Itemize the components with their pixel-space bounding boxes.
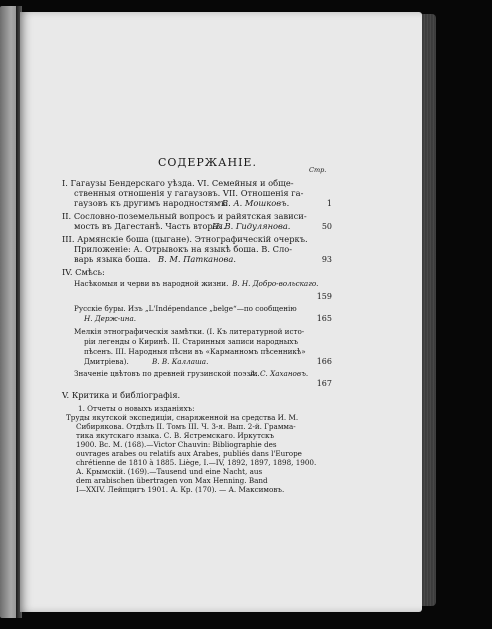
toc-entry-line: Мелкія этнографическія замѣтки. (I. Къ литературной исто- [74,327,305,336]
bibliography-line: dem arabischen übertragen von Max Henning. Band [76,476,268,485]
toc-entry-author: В. В. Каллаша. [152,357,209,366]
bibliography-line: Труды якутской экспедиціи, снаряженной на средства И. М. [66,413,299,422]
toc-entry-line: ріи легенды о Киринѣ. II. Старинныя записи народныхъ [84,337,299,346]
toc-page-number: 93 [321,255,332,264]
toc-entry-line: Значеніе цвѣтовъ по древней грузинской поэзіи. [74,369,260,378]
toc-entry-line: гаузовъ къ другимъ народностямъ. [74,198,229,208]
toc-entry-line: пѣсенъ. III. Народныя пѣсни въ «Карманномъ пѣсенникѣ» [84,347,306,356]
page-stack-edge [420,14,436,606]
toc-page-number: 167 [316,379,332,388]
toc-entry-author: В. М. Патканова. [158,254,236,264]
toc-entry-line: Насѣкомыя и черви въ народной жизни. [74,279,229,288]
toc-entry-line: III. Армянскіе боша (цыгане). Этнографическій очеркъ. [62,234,308,244]
toc-entry-line: II. Сословно-поземельный вопросъ и райятская зависи- [62,211,307,221]
toc-section-heading: V. Критика и библіографія. [62,390,181,400]
toc-entry-line: ственныя отношенія у гагаузовъ. VII. Отношенія га- [74,188,304,198]
toc-entry-author: В. А. Мошковъ. [222,198,290,208]
bibliography-heading: 1. Отчеты о новыхъ изданіяхъ: [78,404,195,413]
toc-entry-author: П. В. Гидулянова. [212,221,291,231]
page-column-header: Стр. [309,166,327,174]
bibliography-line: ouvrages arabes ou relatifs aux Arabes, publiés dans l'Europe [76,449,302,458]
toc-page-number: 165 [316,314,332,323]
toc-page-number: 50 [321,222,332,231]
toc-entry-line: варь языка боша. [74,254,151,264]
toc-entry-author: В. Н. Добро-вольскаго. [232,279,319,288]
toc-title: СОДЕРЖАНІЕ. [158,156,257,169]
bibliography-line: тика якутскаго языка. С. В. Ястремскаго. Иркутскъ [76,431,275,440]
toc-entry-line: Русскіе буры. Изъ „L'Indépendance „belge“—по сообщенію [74,304,297,313]
toc-section-heading: IV. Смѣсь: [62,267,105,277]
toc-entry-line: мость въ Дагестанѣ. Часть вторая. [74,221,226,231]
toc-page-number: 166 [316,357,332,366]
bibliography-line: А. Крымскій. (169).—Tausend und eine Nacht, aus [76,467,263,476]
bibliography-line: I—XXIV. Лейпцигъ 1901. А. Кр. (170). — А. Максимовъ. [76,485,285,494]
toc-page-number: 159 [316,292,332,301]
toc-entry-line: Приложеніе: А. Отрывокъ на языкѣ боша. В. Сло- [74,244,293,254]
bibliography-line: 1900. Вс. М. (168).—Victor Chauvin: Bibliographie des [76,440,277,449]
bibliography-line: chrétienne de 1810 à 1885. Liège, I.—IV, 1892, 1897, 1898, 1900. [76,458,317,467]
toc-entry-line: Дмитріева). [84,357,129,366]
bibliography-line: Сибирякова. Отдѣлъ II. Томъ III. Ч. 3-я. Вып. 2-й. Грамма- [76,422,296,431]
toc-entry-line: I. Гагаузы Бендерскаго уѣзда. VI. Семейныя и обще- [62,178,294,188]
toc-page-number: 1 [326,199,332,208]
toc-entry-author: Н. Держ-ина. [84,314,137,323]
toc-entry-author: А. С. Хахановъ. [250,369,309,378]
